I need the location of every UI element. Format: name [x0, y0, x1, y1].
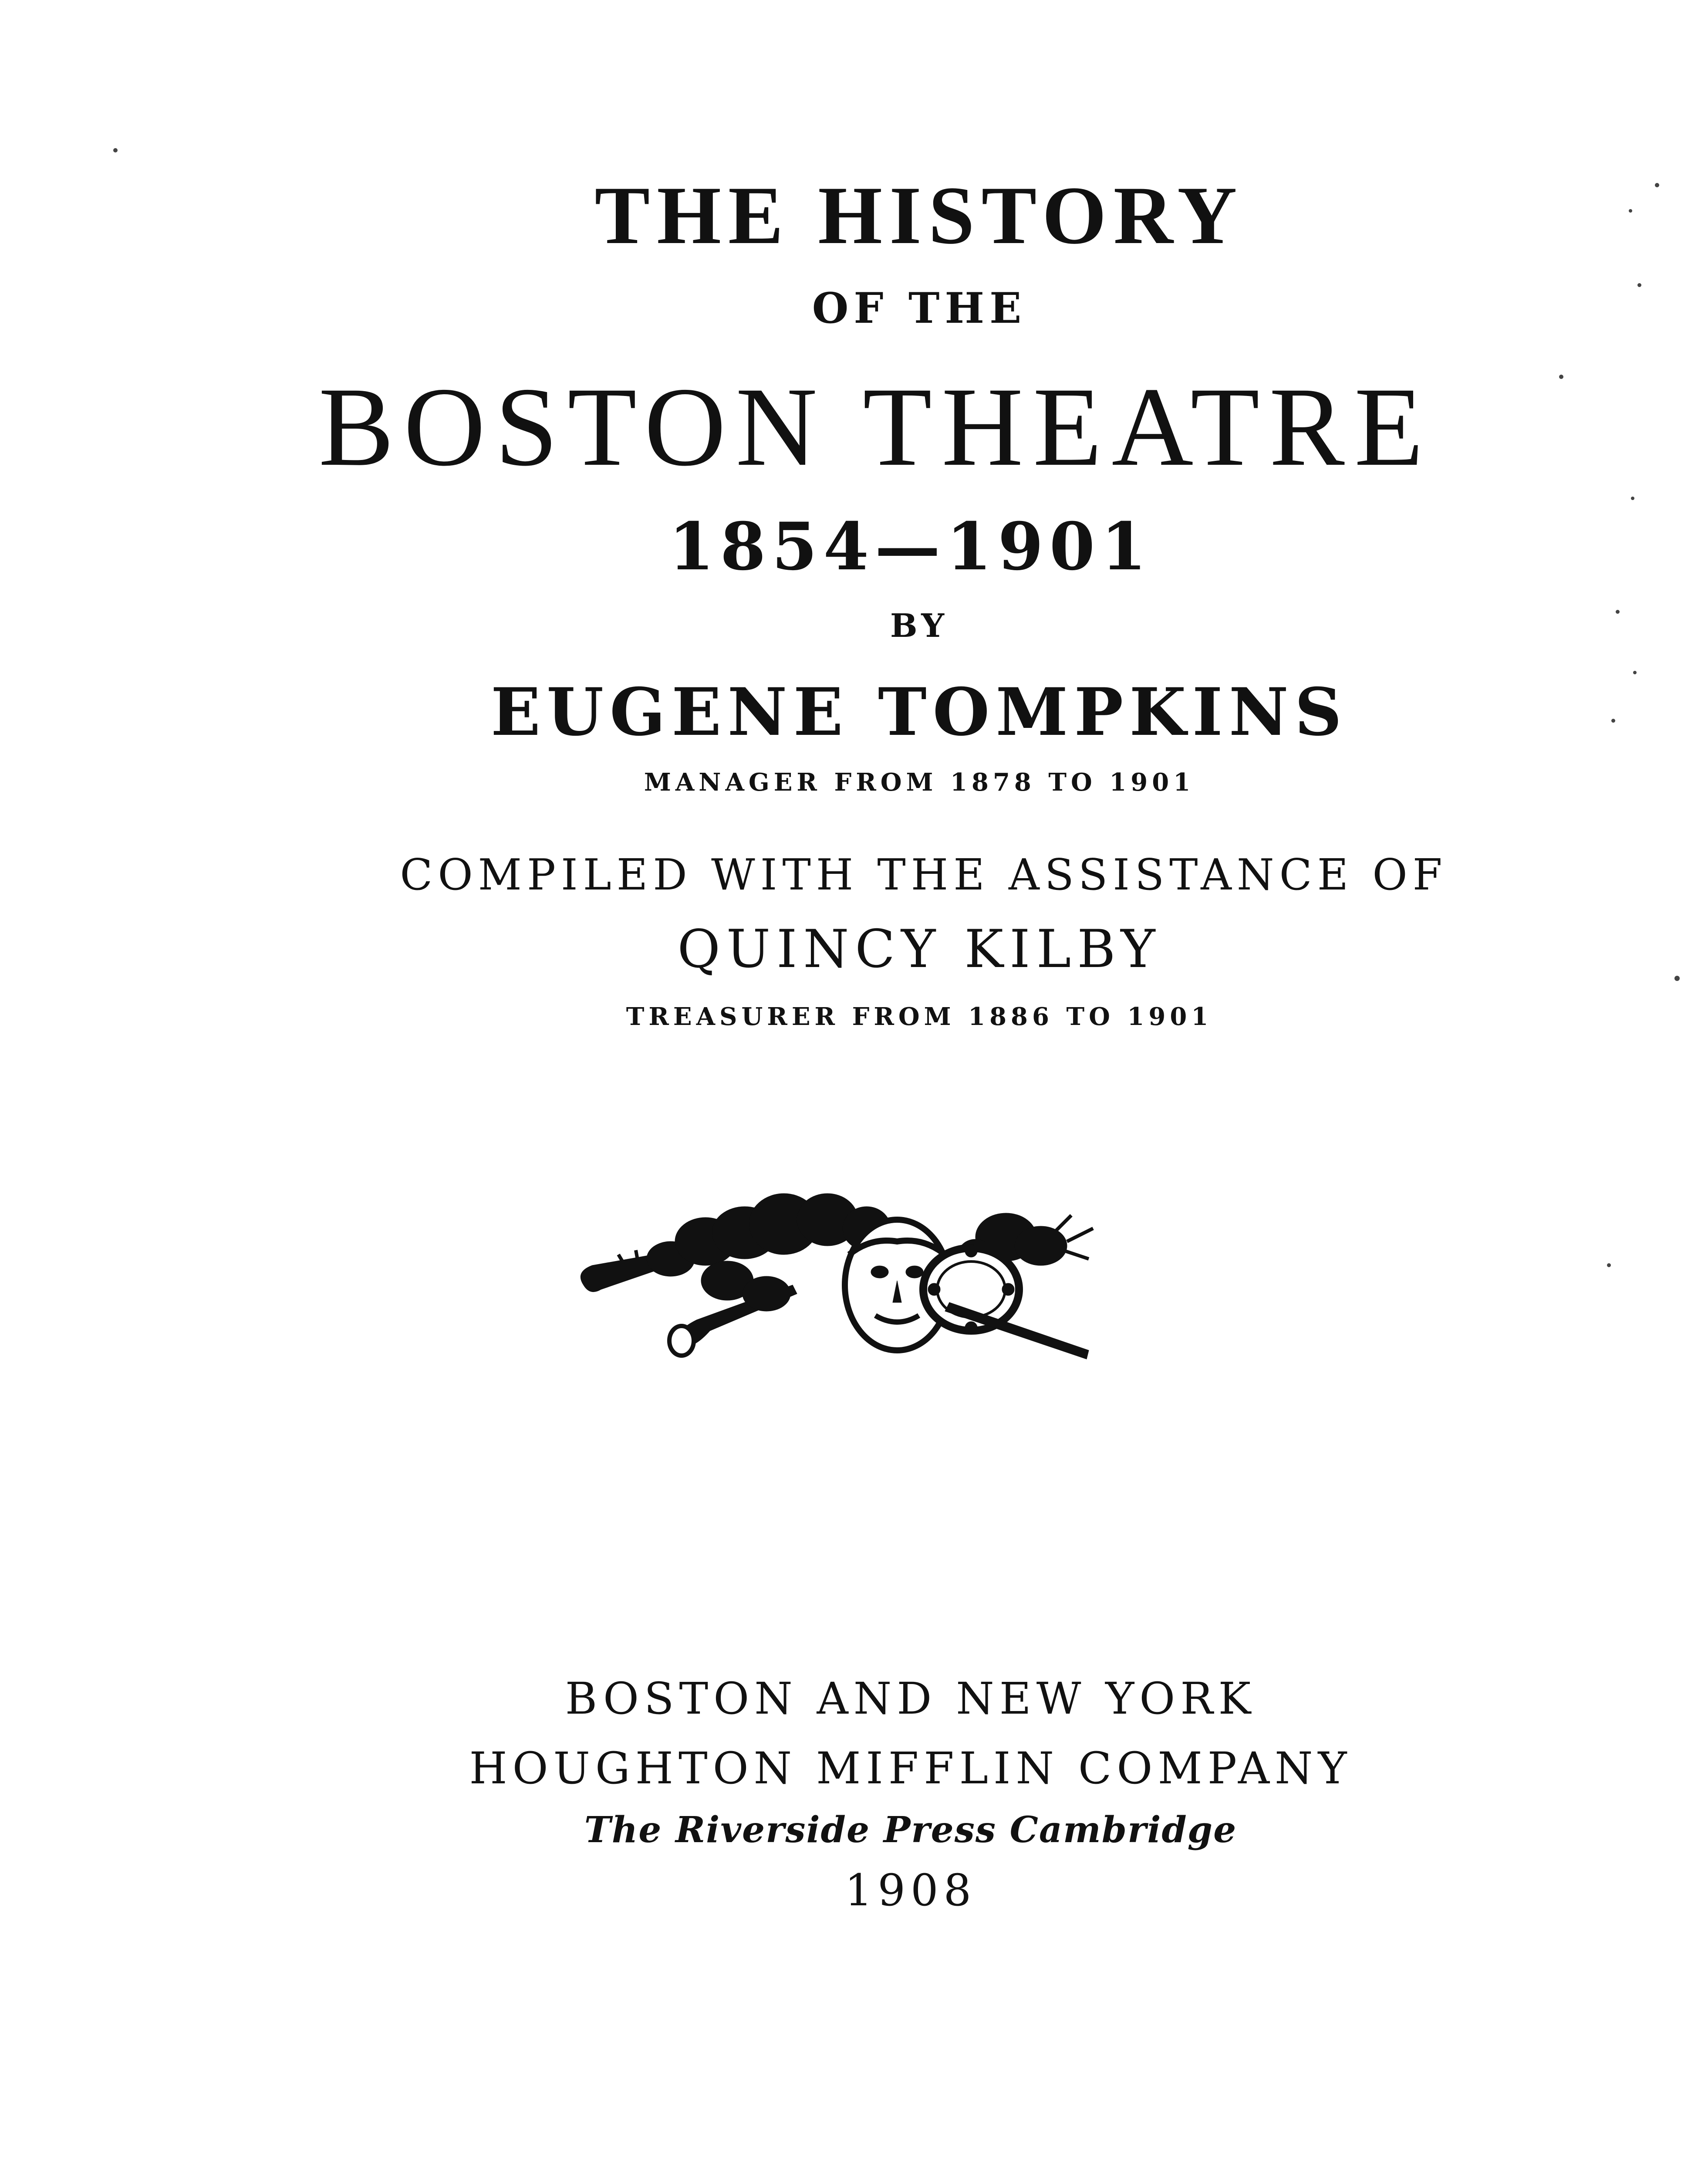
print-speck — [1616, 610, 1620, 614]
print-speck — [1655, 183, 1659, 187]
years-span: 1854—1901 — [668, 508, 1153, 585]
compiled-with-label: COMPILED WITH THE ASSISTANCE OF — [400, 850, 1448, 900]
imprint-publisher: HOUGHTON MIFFLIN COMPANY — [469, 1743, 1352, 1794]
print-speck — [1629, 209, 1632, 213]
theatrical-masks-wreath-ornament-icon — [566, 1176, 1115, 1376]
author-name: EUGENE TOMPKINS — [490, 674, 1348, 751]
print-speck — [1559, 375, 1563, 379]
imprint-year: 1908 — [844, 1865, 977, 1916]
print-speck — [1631, 497, 1634, 500]
print-speck — [1611, 719, 1615, 723]
imprint-press: The Riverside Press Cambridge — [584, 1809, 1237, 1851]
print-speck — [1674, 976, 1680, 981]
by-label: BY — [890, 607, 949, 645]
title-main: THE HISTORY — [594, 170, 1244, 261]
print-speck — [1607, 1263, 1611, 1267]
imprint-city: BOSTON AND NEW YORK — [565, 1673, 1256, 1724]
assistant-name: QUINCY KILBY — [677, 919, 1161, 980]
title-subject: BOSTON THEATRE — [318, 364, 1433, 490]
print-speck — [1633, 671, 1637, 674]
author-role: MANAGER FROM 1878 TO 1901 — [644, 768, 1195, 797]
print-speck — [113, 148, 118, 152]
title-connector: OF THE — [812, 284, 1027, 333]
print-speck — [1637, 283, 1641, 287]
assistant-role: TREASURER FROM 1886 TO 1901 — [626, 1002, 1213, 1031]
